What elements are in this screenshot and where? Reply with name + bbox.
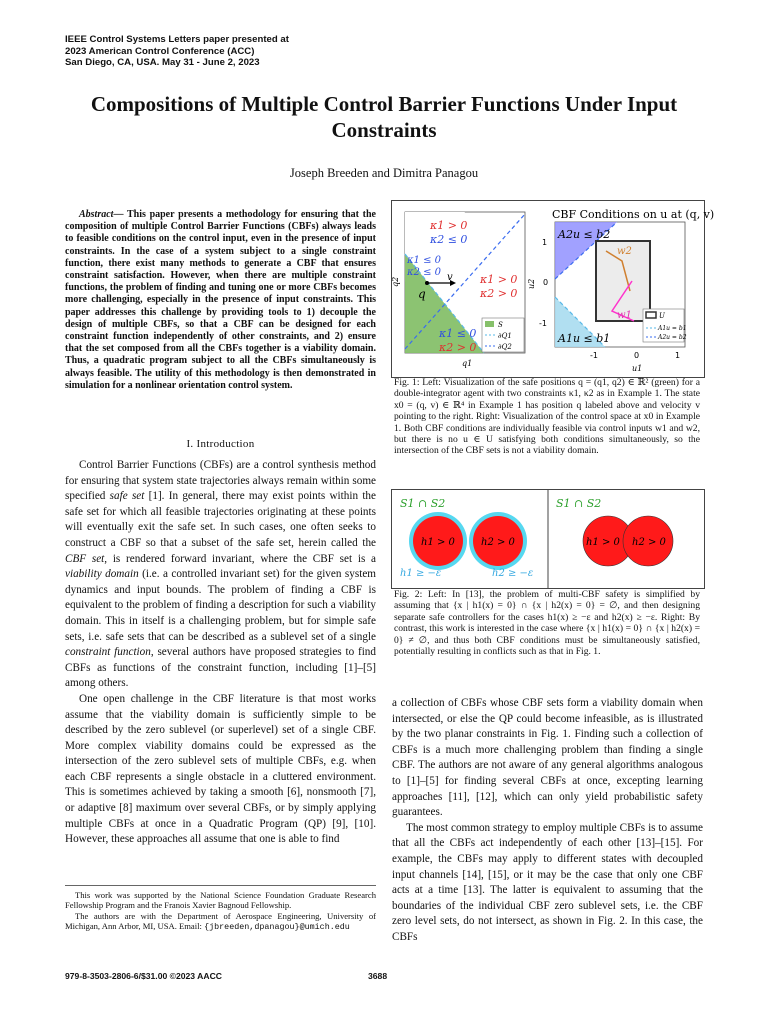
figure-2-graphic bbox=[392, 490, 704, 588]
figure-2 bbox=[391, 489, 705, 589]
svg-text:A2u = b2: A2u = b2 bbox=[658, 334, 687, 341]
h2-label-right: h2 > 0 bbox=[632, 537, 666, 548]
right-plot-title: CBF Conditions on u at (q, v) bbox=[552, 208, 715, 221]
intro-paragraph-2: One open challenge in the CBF literature is that most works assume that the viability domain is sufficiently simple to be described by the zero sublevel (or superlevel) set of a single CBF. More complex viability domains could be expressed as the intersection of the zero sublevel sets of multiple CBFs, e.g. when each CBF represents a single obstacle in a cluttered environment. This is sometimes achieved by taking a smooth [6], nonsmooth [7], or adaptive [8] maximum over several CBFs, or by simply applying multiple CBFs at once in a Quadratic Program (QP) [9], [10]. However, these approaches all assume that one is able to find bbox=[65, 692, 376, 846]
xtick: -1 bbox=[590, 351, 598, 360]
venue-line-2: 2023 American Control Conference (ACC) bbox=[65, 45, 255, 57]
ytick: 1 bbox=[542, 238, 548, 247]
venue-line-1: IEEE Control Systems Letters paper presented at bbox=[65, 34, 289, 45]
label-top-2: κ2 ≤ 0 bbox=[430, 233, 468, 246]
abstract-text: — This paper presents a methodology for ensuring that the composition of multiple Control Barrier Functions (CBFs) always leads to feasible conditions on the control input, even in the presence of input constraints. In the case of a system subject to a single constraint function, there exist many methods to generate a CBF that ensures constraint satisfaction. However, when there are multiple constraint functions, the problem of finding and tuning one or more CBFs becomes more challenging, especially in the presence of input constraints. This paper addresses this challenge by providing tools to 1) decouple the design of multiple CBFs, so that a CBF can be designed for each constraint function independently of other constraints, and 2) ensure that the set composed from all the CBFs together is a viability domain. Thus, a quadratic program subject to all the CBFs simultaneously is always feasible. The utility of this methodology is then demonstrated in simulation for a nonlinear orientation control system. bbox=[65, 209, 376, 391]
label-a1: A1u ≤ b1 bbox=[558, 332, 611, 345]
figure-1-caption: Fig. 1: Left: Visualization of the safe positions q = (q1, q2) ∈ ℝ² (green) for a double-integrator agent with two constraints κ1, κ2 as in Example 1. The state x0 = (q, v) ∈ ℝ⁴ in Example 1 has position q labeled above and velocity v pointing to the right. Right: Visualization of the control space at x0 in Example 1. Both CBF conditions are individually feasible via control inputs w1 and w2, but there is no u ∈ U satisfying both conditions simultaneously, so the intersection of the CBF sets is not a viability domain. bbox=[394, 377, 700, 457]
svg-text:A1u = b1: A1u = b1 bbox=[658, 325, 687, 332]
svg-text:∂Q2: ∂Q2 bbox=[498, 343, 512, 351]
svg-text:U: U bbox=[659, 312, 665, 320]
h1-eps-label: h1 ≥ −ε bbox=[400, 568, 442, 579]
label-a2: A2u ≤ b2 bbox=[558, 228, 611, 241]
figure-1 bbox=[391, 200, 715, 378]
xtick: 0 bbox=[634, 351, 640, 360]
left-panel-title: S1 ∩ S2 bbox=[400, 497, 446, 510]
v-label: v bbox=[447, 272, 453, 283]
venue-line-3: San Diego, CA, USA. May 31 - June 2, 2023 bbox=[65, 57, 260, 68]
paper-authors: Joseph Breeden and Dimitra Panagou bbox=[289, 166, 479, 180]
label-left-1: κ1 ≤ 0 bbox=[407, 255, 442, 266]
abstract-label: Abstract bbox=[79, 209, 114, 220]
footnote-support: This work was supported by the National Science Foundation Graduate Research Fellowship Program and the Franois Xavier Bagnoud Fellowship. bbox=[65, 890, 376, 911]
w1-label: w1 bbox=[617, 310, 632, 321]
xlabel-u1: u1 bbox=[632, 364, 643, 373]
safe-set-plot bbox=[391, 212, 525, 368]
introduction-text bbox=[65, 458, 376, 848]
xtick: 1 bbox=[675, 351, 681, 360]
footnote bbox=[65, 885, 376, 933]
intro-paragraph-1: Control Barrier Functions (CBFs) are a control synthesis method for ensuring that system state trajectories always remain within some specified safe set [1]. In general, there may exist points within the safe set for which all feasible trajectories originating at these points will eventually exit the safe set. In such cases, one often seeks to construct a CBF so that a subset of the safe set, herein called the CBF set, is rendered forward invariant, where the CBF set is a viability domain (i.e. a controlled invariant set) for the given system dynamics and input bounds. The problem of finding a CBF is equivalent to the problem of finding a description for such a viability domain. This in itself is a challenging problem, but for simple safe sets, i.e. safe sets that can be described as a sublevel set of a single constraint function, several authors have proposed strategies to find CBFs as functions of the constraint function, including [1]–[5] among others. bbox=[65, 459, 376, 690]
q-label: q bbox=[418, 287, 426, 301]
right-paragraph-1: a collection of CBFs whose CBF sets form a viability domain when intersected, or else the QP could become infeasible, as is illustrated by the two planar constraints in Fig. 1. Finding such a collection of CBFs is a much more challenging problem than finding a single CBF. The authors are not aware of any general algorithms analogous to [1]–[5] for finding several CBFs at once, excepting learning approaches [11], [12], which can only yield probabilistic safety guarantees. bbox=[392, 697, 703, 819]
right-panel-title: S1 ∩ S2 bbox=[556, 497, 602, 510]
svg-text:∂Q1: ∂Q1 bbox=[498, 332, 512, 340]
right-paragraph-2: The most common strategy to employ multiple CBFs is to assume that all the CBFs act independently of each other [13]–[15]. For example, the CBFs may apply to different states with decoupled input channels [14], [15], or it may be the case that only one CBF acts at a time [13]. The latter is equivalent to assuming that the boundaries of the individual CBF zero sublevel sets, i.e. the CBF zero level sets, do not intersect, as shown in Fig. 2. In this case, the CBFs bbox=[392, 821, 703, 943]
ylabel-u2: u2 bbox=[527, 278, 536, 289]
xlabel-q1: q1 bbox=[462, 359, 473, 368]
right-column-text bbox=[392, 696, 703, 946]
label-right-2: κ2 > 0 bbox=[480, 287, 518, 300]
ytick: -1 bbox=[539, 319, 547, 328]
isbn-line: 979-8-3503-2806-6/$31.00 ©2023 AACC bbox=[65, 971, 222, 981]
ylabel-q2: q2 bbox=[391, 276, 400, 287]
figure-1-graphic bbox=[391, 201, 715, 377]
h2-label: h2 > 0 bbox=[481, 537, 515, 548]
label-right-1: κ1 > 0 bbox=[480, 273, 518, 286]
label-left-2: κ2 ≤ 0 bbox=[407, 267, 442, 278]
w2-label: w2 bbox=[617, 246, 632, 257]
control-space-plot bbox=[527, 208, 714, 373]
separated-sets-panel bbox=[400, 497, 533, 579]
footnote-email: {jbreeden,dpanagou}@umich.edu bbox=[204, 922, 350, 933]
svg-text:S: S bbox=[498, 321, 503, 329]
label-top-1: κ1 > 0 bbox=[430, 219, 468, 232]
page-number: 3688 bbox=[368, 971, 388, 981]
label-bottom-2: κ2 > 0 bbox=[439, 341, 477, 354]
section-heading: I. Introduction bbox=[186, 438, 255, 450]
intersecting-sets-panel bbox=[556, 497, 673, 566]
venue-info bbox=[65, 34, 289, 69]
h2-eps-label: h2 ≥ −ε bbox=[492, 568, 534, 579]
h1-label: h1 > 0 bbox=[421, 537, 455, 548]
paper-title: Compositions of Multiple Control Barrier Functions Under Input Constraints bbox=[90, 92, 678, 142]
ytick: 0 bbox=[543, 278, 549, 287]
abstract bbox=[65, 209, 376, 392]
h1-label-right: h1 > 0 bbox=[586, 537, 620, 548]
label-bottom-1: κ1 ≤ 0 bbox=[439, 327, 477, 340]
footnote-affiliation: The authors are with the Department of Aerospace Engineering, University of Michigan, Ann Arbor, MI, USA. Email: {jbreeden,dpanagou}@umich.edu bbox=[65, 910, 376, 933]
figure-2-caption: Fig. 2: Left: In [13], the problem of multi-CBF safety is simplified by assuming that {x | h1(x) = 0} ∩ {x | h2(x) = 0} = ∅, and then designing separate safe controllers for the cases h1(x) ≥ −ε and h2(x) ≥ −ε. Right: By contrast, this work is interested in the case where {x | h1(x) = 0} ∩ {x | h2(x) = 0} ≠ ∅, and thus both CBF conditions must be simultaneously satisfied, potentially resulting in conflicts such as that in Fig. 1. bbox=[394, 589, 700, 658]
